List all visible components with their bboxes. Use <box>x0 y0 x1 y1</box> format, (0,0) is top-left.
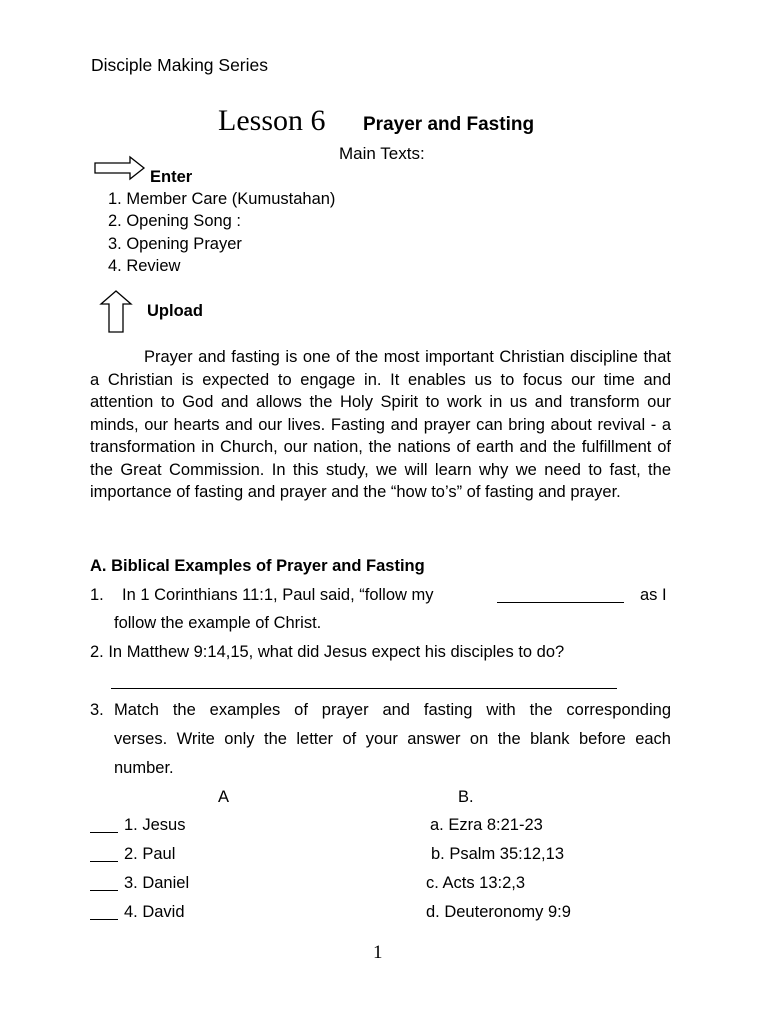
enter-item-4: 4. Review <box>108 257 181 275</box>
column-b-item-3: c. Acts 13:2,3 <box>426 874 526 892</box>
right-arrow-icon <box>94 155 146 181</box>
upload-label: Upload <box>147 302 203 320</box>
page-header: Disciple Making Series <box>91 55 269 75</box>
q3-number: 3. <box>90 701 104 719</box>
column-b-item-2: b. Psalm 35:12,13 <box>431 845 564 863</box>
column-a-item-1: 1. Jesus <box>124 816 186 834</box>
up-arrow-icon <box>99 290 133 334</box>
enter-item-1: 1. Member Care (Kumustahan) <box>108 190 336 208</box>
column-a-header: A <box>218 788 230 806</box>
intro-text: Prayer and fasting is one of the most important Christian discipline that a Christian is expected to engage in. It enables us to focus our time and attention to God and allows the Holy Spirit to work in us and transform our minds, our hearts and our lives. Fasting and prayer can bring about revival - a transformation in Church, our nation, the nations of earth and the fulfillment of the Great Commission. In this study, we will learn why we need to fast, the importance of fasting and prayer and the “how to’s” of fasting and prayer. <box>90 348 671 501</box>
q2-answer-blank[interactable] <box>111 674 617 689</box>
q2-text: 2. In Matthew 9:14,15, what did Jesus expect his disciples to do? <box>90 643 565 661</box>
q3-line-3: number. <box>114 759 174 777</box>
match-blank-2[interactable] <box>90 847 118 862</box>
lesson-title: Prayer and Fasting <box>363 114 535 135</box>
q1-number: 1. <box>90 586 104 604</box>
intro-paragraph <box>90 346 671 504</box>
q1-continuation: follow the example of Christ. <box>114 614 322 632</box>
column-b-item-1: a. Ezra 8:21-23 <box>430 816 543 834</box>
column-b-item-4: d. Deuteronomy 9:9 <box>426 903 571 921</box>
q3-line-2: verses. Write only the letter of your answer on the blank before each <box>114 730 671 748</box>
page-number: 1 <box>373 942 383 963</box>
q3-line-1: Match the examples of prayer and fasting with the corresponding <box>114 701 671 719</box>
column-a-item-2: 2. Paul <box>124 845 176 863</box>
column-a-item-4: 4. David <box>124 903 185 921</box>
lesson-number: Lesson 6 <box>218 104 326 137</box>
match-blank-3[interactable] <box>90 876 118 891</box>
enter-item-2: 2. Opening Song : <box>108 212 242 230</box>
column-a-item-3: 3. Daniel <box>124 874 190 892</box>
match-blank-1[interactable] <box>90 818 118 833</box>
q1-after-text: as I <box>640 586 667 604</box>
main-texts-label: Main Texts: <box>339 144 425 163</box>
section-a-heading: A. Biblical Examples of Prayer and Fasting <box>90 557 425 575</box>
column-b-header: B. <box>458 788 474 806</box>
q1-text: In 1 Corinthians 11:1, Paul said, “follow my <box>122 586 434 604</box>
enter-item-3: 3. Opening Prayer <box>108 235 242 253</box>
match-blank-4[interactable] <box>90 905 118 920</box>
enter-label: Enter <box>150 168 193 186</box>
q1-answer-blank[interactable] <box>497 588 624 603</box>
